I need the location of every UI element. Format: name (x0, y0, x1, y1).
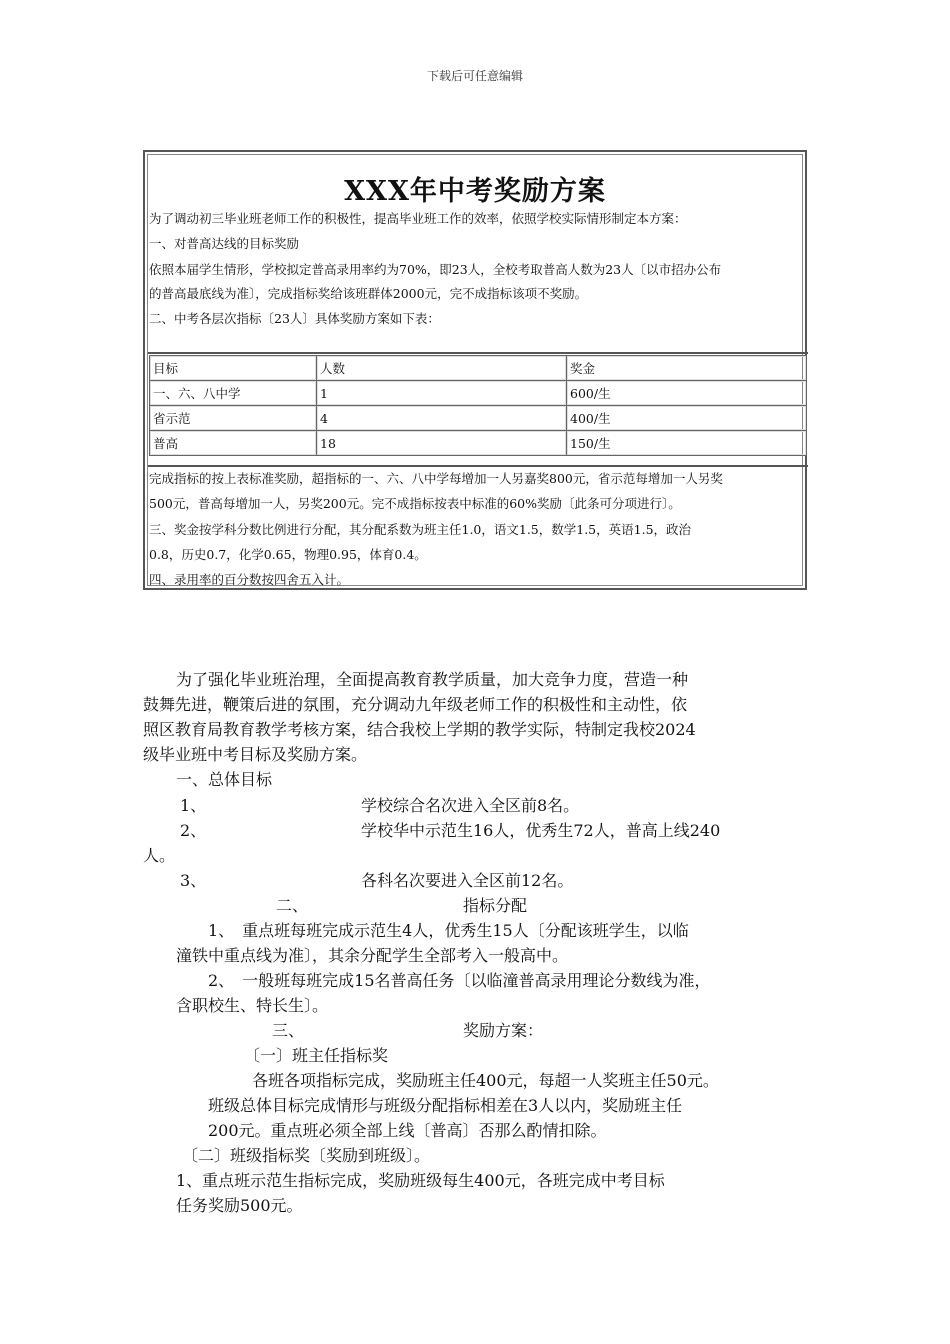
table-row (150, 406, 807, 431)
plan-title: XXX年中考奖励方案 (344, 176, 606, 207)
section1-line2: 的普高最底线为准〕，完成指标奖给该班群体2000元，完不成指标该项不奖励。 (149, 286, 588, 301)
intro-para-line1: 为了强化毕业班治理，全面提高教育教学质量，加大竞争力度，营造一种 (176, 670, 689, 689)
goal3-text: 各科名次要进入全区前12名。 (361, 871, 574, 890)
header-cell-target: 目标 (150, 356, 317, 381)
table-cell: 普高 (150, 431, 317, 456)
allocation1-line1: 1、 重点班每班完成示范生4人，优秀生15人〔分配该班学生，以临 (208, 921, 689, 940)
heading3-number: 三、 (272, 1021, 305, 1040)
allocation2-line1: 2、 一般班每班完成15名普高任务〔以临潼普高录用理论分数线为准， (208, 971, 711, 990)
intro-para-line3: 照区教育局教育教学考核方案，结合我校上学期的教学实际，特制定我校2024 (143, 720, 696, 739)
subheading-class-award: 〔二〕班级指标奖〔奖励到班级〕。 (182, 1146, 431, 1165)
headteacher-award-line2: 班级总体目标完成情形与班级分配指标相差在3人以内，奖励班主任 (208, 1096, 683, 1115)
reward-plan-box (143, 150, 807, 590)
table-cell: 1 (317, 381, 567, 406)
section1-heading: 一、对普高达线的目标奖励 (149, 236, 300, 251)
section3-line2: 0.8，历史0.7，化学0.65，物理0.95，体育0.4。 (149, 547, 427, 562)
table-cell: 一、六、八中学 (150, 381, 317, 406)
subheading-headteacher-award: 〔一〕班主任指标奖 (244, 1046, 389, 1065)
intro-para-line2: 鼓舞先进，鞭策后进的氛围，充分调动九年级老师工作的积极性和主动性，依 (143, 695, 688, 714)
table-cell: 150/生 (567, 431, 807, 456)
table-row (150, 431, 807, 456)
class-award-line2: 任务奖励500元。 (176, 1196, 303, 1215)
header-cell-count: 人数 (317, 356, 567, 381)
intro-para-line4: 级毕业班中考目标及奖励方案。 (143, 745, 368, 764)
headteacher-award-line3: 200元。重点班必须全部上线〔普高〕否那么酌情扣除。 (208, 1121, 607, 1140)
table-cell: 400/生 (567, 406, 807, 431)
goal2-text: 学校华中示范生16人，优秀生72人，普高上线240 (361, 821, 721, 840)
table-header-row (150, 356, 807, 381)
headteacher-award-line1: 各班各项指标完成，奖励班主任400元，每超一人奖班主任50元。 (252, 1071, 719, 1090)
goal2-continuation: 人。 (143, 846, 176, 865)
heading3-text: 奖励方案： (463, 1021, 544, 1040)
heading2-number: 二、 (276, 896, 309, 915)
goal1-number: 1、 (180, 796, 207, 815)
heading-overall-goals: 一、总体目标 (176, 770, 273, 789)
section1-line1: 依照本届学生情形，学校拟定普高录用率约为70%，即23人，全校考取普高人数为23人〔以市招办公布 (149, 262, 722, 277)
section4-text: 四、录用率的百分数按四舍五入计。 (149, 572, 350, 587)
after-table-line1: 完成指标的按上表标准奖励，超指标的一、六、八中学每增加一人另嘉奖800元，省示范每增加一人另奖 (149, 471, 723, 486)
section2-heading: 二、中考各层次指标〔23人〕具体奖励方案如下表： (149, 311, 440, 326)
class-award-line1: 1、重点班示范生指标完成，奖励班级每生400元，各班完成中考目标 (176, 1171, 665, 1190)
goal2-number: 2、 (180, 821, 207, 840)
table-cell: 18 (317, 431, 567, 456)
reward-table (149, 355, 807, 456)
allocation2-line2: 含职校生、特长生〕。 (176, 996, 329, 1015)
table-cell: 省示范 (150, 406, 317, 431)
intro-text: 为了调动初三毕业班老师工作的积极性，提高毕业班工作的效率，依照学校实际情形制定本方案： (149, 211, 687, 226)
goal1-text: 学校综合名次进入全区前8名。 (361, 796, 580, 815)
table-cell: 600/生 (567, 381, 807, 406)
goal3-number: 3、 (180, 871, 207, 890)
header-cell-bonus: 奖金 (567, 356, 807, 381)
allocation1-line2: 潼铁中重点线为准〕，其余分配学生全部考入一般高中。 (176, 946, 569, 965)
table-cell: 4 (317, 406, 567, 431)
table-row (150, 381, 807, 406)
after-table-line2: 500元，普高每增加一人，另奖200元。完不成指标按表中标准的60%奖励〔此条可分项进行〕。 (149, 496, 681, 511)
header-note: 下载后可任意编辑 (426, 69, 523, 83)
reward-plan-box-inner (147, 154, 803, 586)
heading2-text: 指标分配 (463, 896, 528, 915)
section3-line1: 三、奖金按学科分数比例进行分配，其分配系数为班主任1.0，语文1.5，数学1.5，英语1.5，政治 (149, 522, 692, 537)
